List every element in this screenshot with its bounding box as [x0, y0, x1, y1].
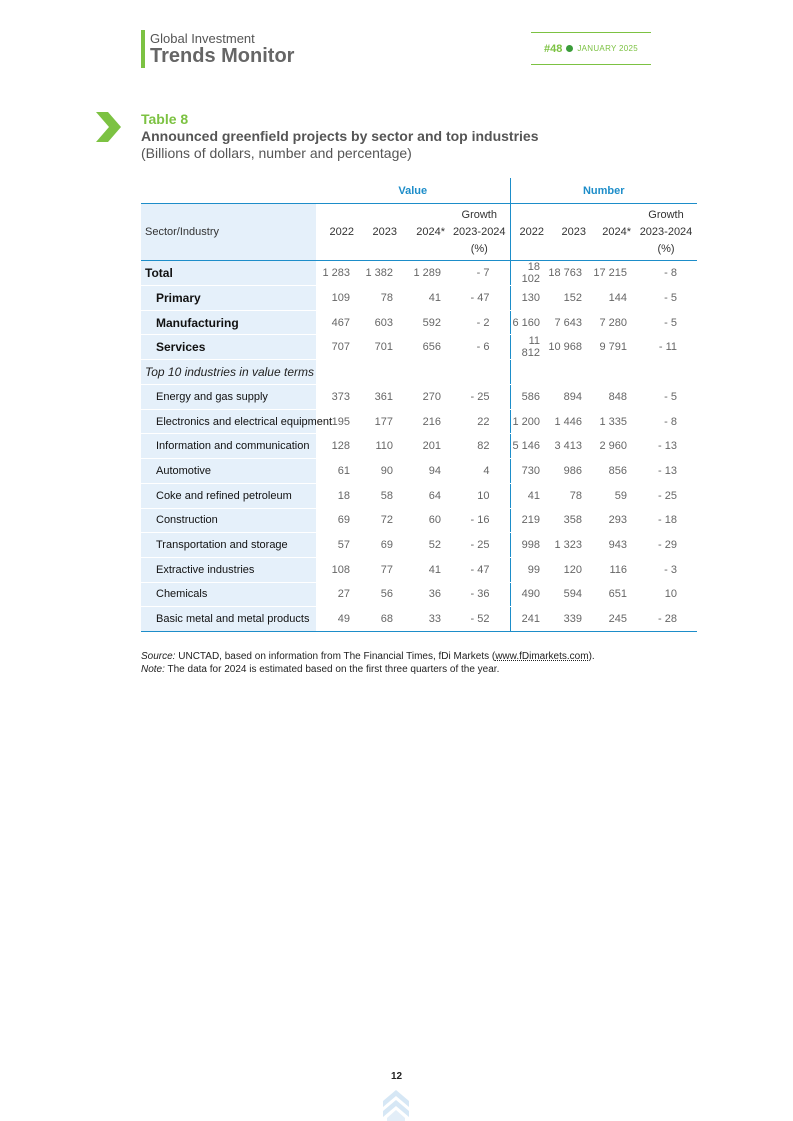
cell: 9 791 — [590, 335, 635, 360]
cell: - 25 — [635, 483, 697, 508]
cell: - 6 — [449, 335, 510, 360]
table-row — [141, 310, 697, 335]
cell: 7 280 — [590, 310, 635, 335]
cell: - 13 — [635, 459, 697, 484]
chevron-up-icon — [383, 1090, 409, 1121]
cell: 130 — [510, 286, 548, 311]
cell: 27 — [316, 582, 358, 607]
table-row — [141, 335, 697, 360]
cell: 68 — [358, 607, 401, 632]
cell: 3 413 — [548, 434, 590, 459]
cell: - 8 — [635, 409, 697, 434]
issue-badge — [531, 32, 651, 65]
cell: 41 — [401, 557, 449, 582]
cell — [449, 360, 510, 385]
col-header-sector: Sector/Industry — [141, 204, 316, 261]
cell: 490 — [510, 582, 548, 607]
growth-label-line2: 2023-2024 — [452, 225, 506, 238]
cell: 848 — [590, 385, 635, 410]
cell: 152 — [548, 286, 590, 311]
source-label: Source: — [141, 651, 176, 662]
cell: 60 — [401, 508, 449, 533]
table-row — [141, 360, 697, 385]
cell: 1 200 — [510, 409, 548, 434]
cell: 78 — [358, 286, 401, 311]
cell: 219 — [510, 508, 548, 533]
cell: 109 — [316, 286, 358, 311]
cell — [590, 360, 635, 385]
col-header-number-2022: 2022 — [510, 204, 548, 261]
dot-icon — [566, 45, 573, 52]
cell: 82 — [449, 434, 510, 459]
row-label: Coke and refined petroleum — [141, 483, 316, 508]
cell: - 8 — [635, 261, 697, 286]
table-row — [141, 434, 697, 459]
brand-line-1: Global Investment — [150, 31, 255, 46]
cell: 49 — [316, 607, 358, 632]
cell: 5 146 — [510, 434, 548, 459]
cell: 195 — [316, 409, 358, 434]
cell: 72 — [358, 508, 401, 533]
cell: 41 — [401, 286, 449, 311]
cell: 77 — [358, 557, 401, 582]
note-line — [141, 663, 595, 676]
cell: - 25 — [449, 533, 510, 558]
cell: 998 — [510, 533, 548, 558]
cell: - 2 — [449, 310, 510, 335]
cell: 128 — [316, 434, 358, 459]
cell: 943 — [590, 533, 635, 558]
cell: 120 — [548, 557, 590, 582]
cell: - 5 — [635, 385, 697, 410]
cell: 58 — [358, 483, 401, 508]
note-label: Note: — [141, 664, 165, 675]
cell: 245 — [590, 607, 635, 632]
col-header-number-growth — [635, 204, 697, 261]
cell: 361 — [358, 385, 401, 410]
brand-line-2: Trends Monitor — [150, 45, 295, 67]
cell: 116 — [590, 557, 635, 582]
cell: 1 283 — [316, 261, 358, 286]
row-label: Extractive industries — [141, 557, 316, 582]
cell: 177 — [358, 409, 401, 434]
cell: 856 — [590, 459, 635, 484]
cell: 57 — [316, 533, 358, 558]
col-header-value-growth — [449, 204, 510, 261]
cell: - 11 — [635, 335, 697, 360]
table-row — [141, 607, 697, 632]
cell: 373 — [316, 385, 358, 410]
row-label: Primary — [141, 286, 316, 311]
row-label: Chemicals — [141, 582, 316, 607]
table-row — [141, 286, 697, 311]
source-text-2: ). — [588, 651, 595, 662]
cell: - 5 — [635, 310, 697, 335]
cell: 69 — [316, 508, 358, 533]
row-label: Energy and gas supply — [141, 385, 316, 410]
table-row — [141, 385, 697, 410]
cell: 17 215 — [590, 261, 635, 286]
col-header-value-2024: 2024* — [401, 204, 449, 261]
cell: 651 — [590, 582, 635, 607]
col-header-number-2023: 2023 — [548, 204, 590, 261]
cell: 59 — [590, 483, 635, 508]
cell — [316, 360, 358, 385]
cell: - 16 — [449, 508, 510, 533]
cell — [358, 360, 401, 385]
cell: 90 — [358, 459, 401, 484]
row-label: Total — [141, 261, 316, 286]
brand-accent-bar — [141, 30, 145, 68]
growth-label-line1: Growth — [648, 208, 684, 221]
cell: 7 643 — [548, 310, 590, 335]
cell: 11 812 — [510, 335, 548, 360]
cell: 586 — [510, 385, 548, 410]
cell: 293 — [590, 508, 635, 533]
table-row — [141, 508, 697, 533]
cell: - 13 — [635, 434, 697, 459]
row-label: Top 10 industries in value terms — [141, 360, 316, 385]
cell: 41 — [510, 483, 548, 508]
cell: 358 — [548, 508, 590, 533]
growth-label-line1: Growth — [461, 208, 497, 221]
data-table — [141, 178, 697, 632]
cell: 707 — [316, 335, 358, 360]
table-body — [141, 261, 697, 632]
group-header-empty — [141, 178, 316, 204]
cell: - 3 — [635, 557, 697, 582]
issue-date: JANUARY 2025 — [577, 44, 639, 53]
row-label: Electronics and electrical equipment — [141, 409, 316, 434]
cell — [635, 360, 697, 385]
cell: 2 960 — [590, 434, 635, 459]
cell: 64 — [401, 483, 449, 508]
table-title: Announced greenfield projects by sector and top industries — [141, 128, 539, 144]
cell: 99 — [510, 557, 548, 582]
cell: 36 — [401, 582, 449, 607]
cell: 1 289 — [401, 261, 449, 286]
cell: 33 — [401, 607, 449, 632]
cell: - 47 — [449, 557, 510, 582]
cell: - 5 — [635, 286, 697, 311]
group-header-value: Value — [316, 178, 510, 204]
cell: 144 — [590, 286, 635, 311]
cell: 18 763 — [548, 261, 590, 286]
table-row — [141, 409, 697, 434]
cell: 339 — [548, 607, 590, 632]
cell: 656 — [401, 335, 449, 360]
cell: 69 — [358, 533, 401, 558]
cell: 1 382 — [358, 261, 401, 286]
row-label: Basic metal and metal products — [141, 607, 316, 632]
cell: - 7 — [449, 261, 510, 286]
cell: 216 — [401, 409, 449, 434]
cell: 10 968 — [548, 335, 590, 360]
cell: 467 — [316, 310, 358, 335]
cell: 1 335 — [590, 409, 635, 434]
col-header-number-2024: 2024* — [590, 204, 635, 261]
col-header-value-2022: 2022 — [316, 204, 358, 261]
row-label: Services — [141, 335, 316, 360]
table-subtitle: (Billions of dollars, number and percentage) — [141, 145, 412, 161]
cell: 594 — [548, 582, 590, 607]
growth-label-line3: (%) — [470, 242, 488, 255]
issue-number: #48 — [543, 42, 563, 55]
cell: 110 — [358, 434, 401, 459]
col-header-value-2023: 2023 — [358, 204, 401, 261]
cell: 730 — [510, 459, 548, 484]
data-table-container — [141, 178, 697, 632]
cell: 10 — [449, 483, 510, 508]
cell: 10 — [635, 582, 697, 607]
cell: - 36 — [449, 582, 510, 607]
cell: 592 — [401, 310, 449, 335]
source-note — [141, 650, 595, 663]
cell: 894 — [548, 385, 590, 410]
note-text: The data for 2024 is estimated based on the first three quarters of the year. — [164, 664, 500, 675]
cell — [548, 360, 590, 385]
cell: 94 — [401, 459, 449, 484]
cell: 108 — [316, 557, 358, 582]
cell: 6 160 — [510, 310, 548, 335]
group-header-number: Number — [510, 178, 697, 204]
cell: 78 — [548, 483, 590, 508]
table-row — [141, 483, 697, 508]
cell: 56 — [358, 582, 401, 607]
cell: 1 446 — [548, 409, 590, 434]
cell: - 18 — [635, 508, 697, 533]
cell: 22 — [449, 409, 510, 434]
source-text-1: UNCTAD, based on information from The Financial Times, fDi Markets ( — [175, 651, 496, 662]
cell: - 28 — [635, 607, 697, 632]
cell: 201 — [401, 434, 449, 459]
table-row — [141, 459, 697, 484]
cell — [401, 360, 449, 385]
cell: 603 — [358, 310, 401, 335]
cell: 1 323 — [548, 533, 590, 558]
cell: - 29 — [635, 533, 697, 558]
cell: 4 — [449, 459, 510, 484]
table-number: Table 8 — [141, 111, 189, 127]
row-label: Transportation and storage — [141, 533, 316, 558]
table-row — [141, 557, 697, 582]
row-label: Manufacturing — [141, 310, 316, 335]
source-link[interactable]: www.fDimarkets.com — [495, 651, 589, 662]
cell: 18 102 — [510, 261, 548, 286]
cell: 986 — [548, 459, 590, 484]
table-notes — [141, 650, 595, 676]
row-label: Automotive — [141, 459, 316, 484]
table-row — [141, 582, 697, 607]
cell: 61 — [316, 459, 358, 484]
row-label: Information and communication — [141, 434, 316, 459]
chevron-right-icon — [94, 112, 122, 142]
cell — [510, 360, 548, 385]
cell: 701 — [358, 335, 401, 360]
cell: - 25 — [449, 385, 510, 410]
table-row — [141, 261, 697, 286]
page-number: 12 — [390, 1071, 403, 1082]
cell: - 52 — [449, 607, 510, 632]
table-row — [141, 533, 697, 558]
growth-label-line2: 2023-2024 — [639, 225, 693, 238]
growth-label-line3: (%) — [657, 242, 675, 255]
cell: 270 — [401, 385, 449, 410]
cell: - 47 — [449, 286, 510, 311]
cell: 52 — [401, 533, 449, 558]
cell: 241 — [510, 607, 548, 632]
row-label: Construction — [141, 508, 316, 533]
cell: 18 — [316, 483, 358, 508]
